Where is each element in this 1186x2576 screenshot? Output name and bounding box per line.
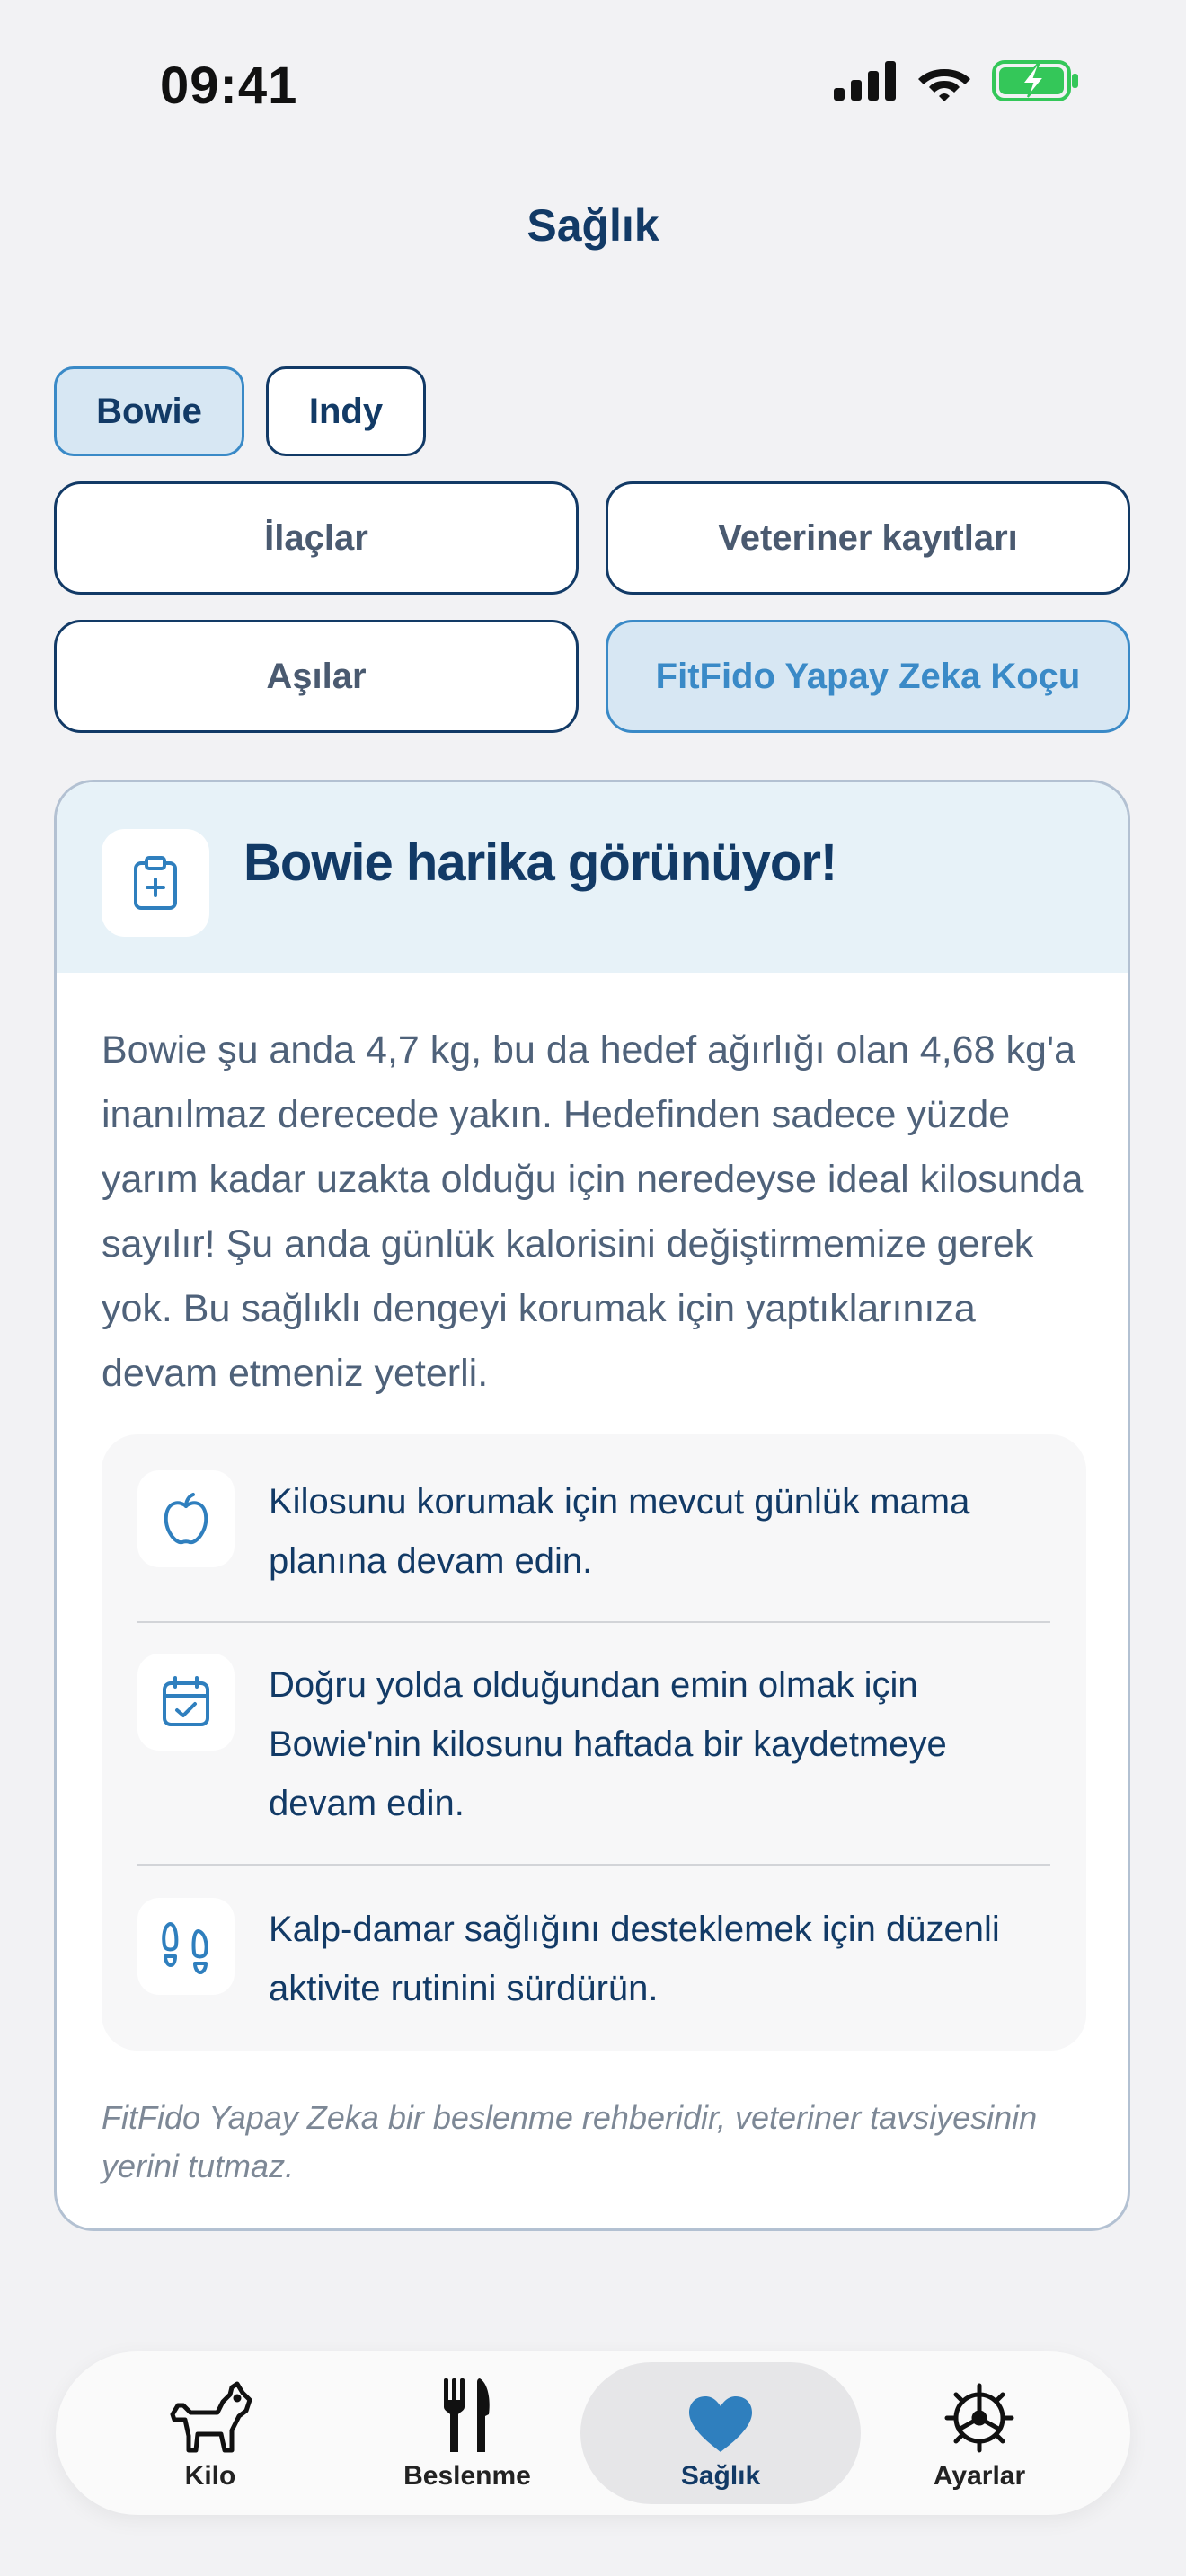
vet-records-button[interactable]: Veteriner kayıtları bbox=[606, 481, 1130, 595]
tab-weight[interactable] bbox=[70, 2362, 350, 2504]
ai-coach-button[interactable]: FitFido Yapay Zeka Koçu bbox=[606, 620, 1130, 733]
tab-settings[interactable] bbox=[839, 2362, 1120, 2504]
tab-label: Kilo bbox=[184, 2461, 236, 2491]
medications-button[interactable]: İlaçlar bbox=[54, 481, 579, 595]
calendar-check-icon bbox=[137, 1654, 235, 1751]
tips-list bbox=[102, 1434, 1086, 2051]
tip-text: Kalp-damar sağlığını desteklemek için düzenli aktivite rutinini sürdürün. bbox=[269, 1910, 1000, 2008]
coach-card-message: Bowie şu anda 4,7 kg, bu da hedef ağırlığı olan 4,68 kg'a inanılmaz derecede yakın. Hedefinden sadece yüzde yarım kadar uzakta olduğu için neredeyse ideal kilosunda sayılır! Şu anda günlük kalorisini değiştirmemize gerek yok. Bu sağlıklı dengeyi korumak için yaptıklarınıza devam etmeniz yeterli. bbox=[102, 1028, 1084, 1395]
dog-icon bbox=[165, 2368, 255, 2454]
gear-icon bbox=[943, 2368, 1015, 2454]
coach-card-header bbox=[57, 782, 1128, 973]
battery-charging-icon bbox=[992, 59, 1080, 102]
tip-text: Doğru yolda olduğundan emin olmak için Bowie'nin kilosunu haftada bir kaydetmeye devam edin. bbox=[269, 1665, 947, 1823]
wifi-icon bbox=[916, 60, 972, 101]
pet-chip-indy[interactable]: Indy bbox=[266, 366, 426, 456]
cellular-signal-icon bbox=[834, 61, 897, 101]
status-icons bbox=[834, 59, 1080, 102]
fork-knife-icon bbox=[440, 2368, 494, 2454]
tab-bar bbox=[56, 2351, 1130, 2515]
disclaimer-text: FitFido Yapay Zeka bir beslenme rehberidir, veteriner tavsiyesinin yerini tutmaz. bbox=[102, 2099, 1038, 2184]
paw-prints-icon bbox=[137, 1898, 235, 1995]
clipboard-plus-icon bbox=[102, 829, 209, 937]
tab-label: Sağlık bbox=[680, 2461, 761, 2491]
heart-icon bbox=[687, 2368, 754, 2454]
pet-chip-bowie[interactable]: Bowie bbox=[54, 366, 244, 456]
tab-label: Ayarlar bbox=[933, 2461, 1026, 2491]
tip-text: Kilosunu korumak için mevcut günlük mama planına devam edin. bbox=[269, 1482, 970, 1581]
status-time: 09:41 bbox=[160, 57, 298, 115]
divider bbox=[137, 1621, 1050, 1623]
tab-nutrition[interactable] bbox=[327, 2362, 607, 2504]
vaccines-button[interactable]: Aşılar bbox=[54, 620, 579, 733]
tab-label: Beslenme bbox=[403, 2461, 531, 2491]
apple-icon bbox=[137, 1470, 235, 1567]
ai-coach-card bbox=[54, 780, 1130, 2231]
divider bbox=[137, 1864, 1050, 1866]
page-title: Sağlık bbox=[527, 200, 659, 251]
coach-card-title: Bowie harika görünüyor! bbox=[243, 834, 837, 892]
tab-health[interactable] bbox=[580, 2362, 861, 2504]
